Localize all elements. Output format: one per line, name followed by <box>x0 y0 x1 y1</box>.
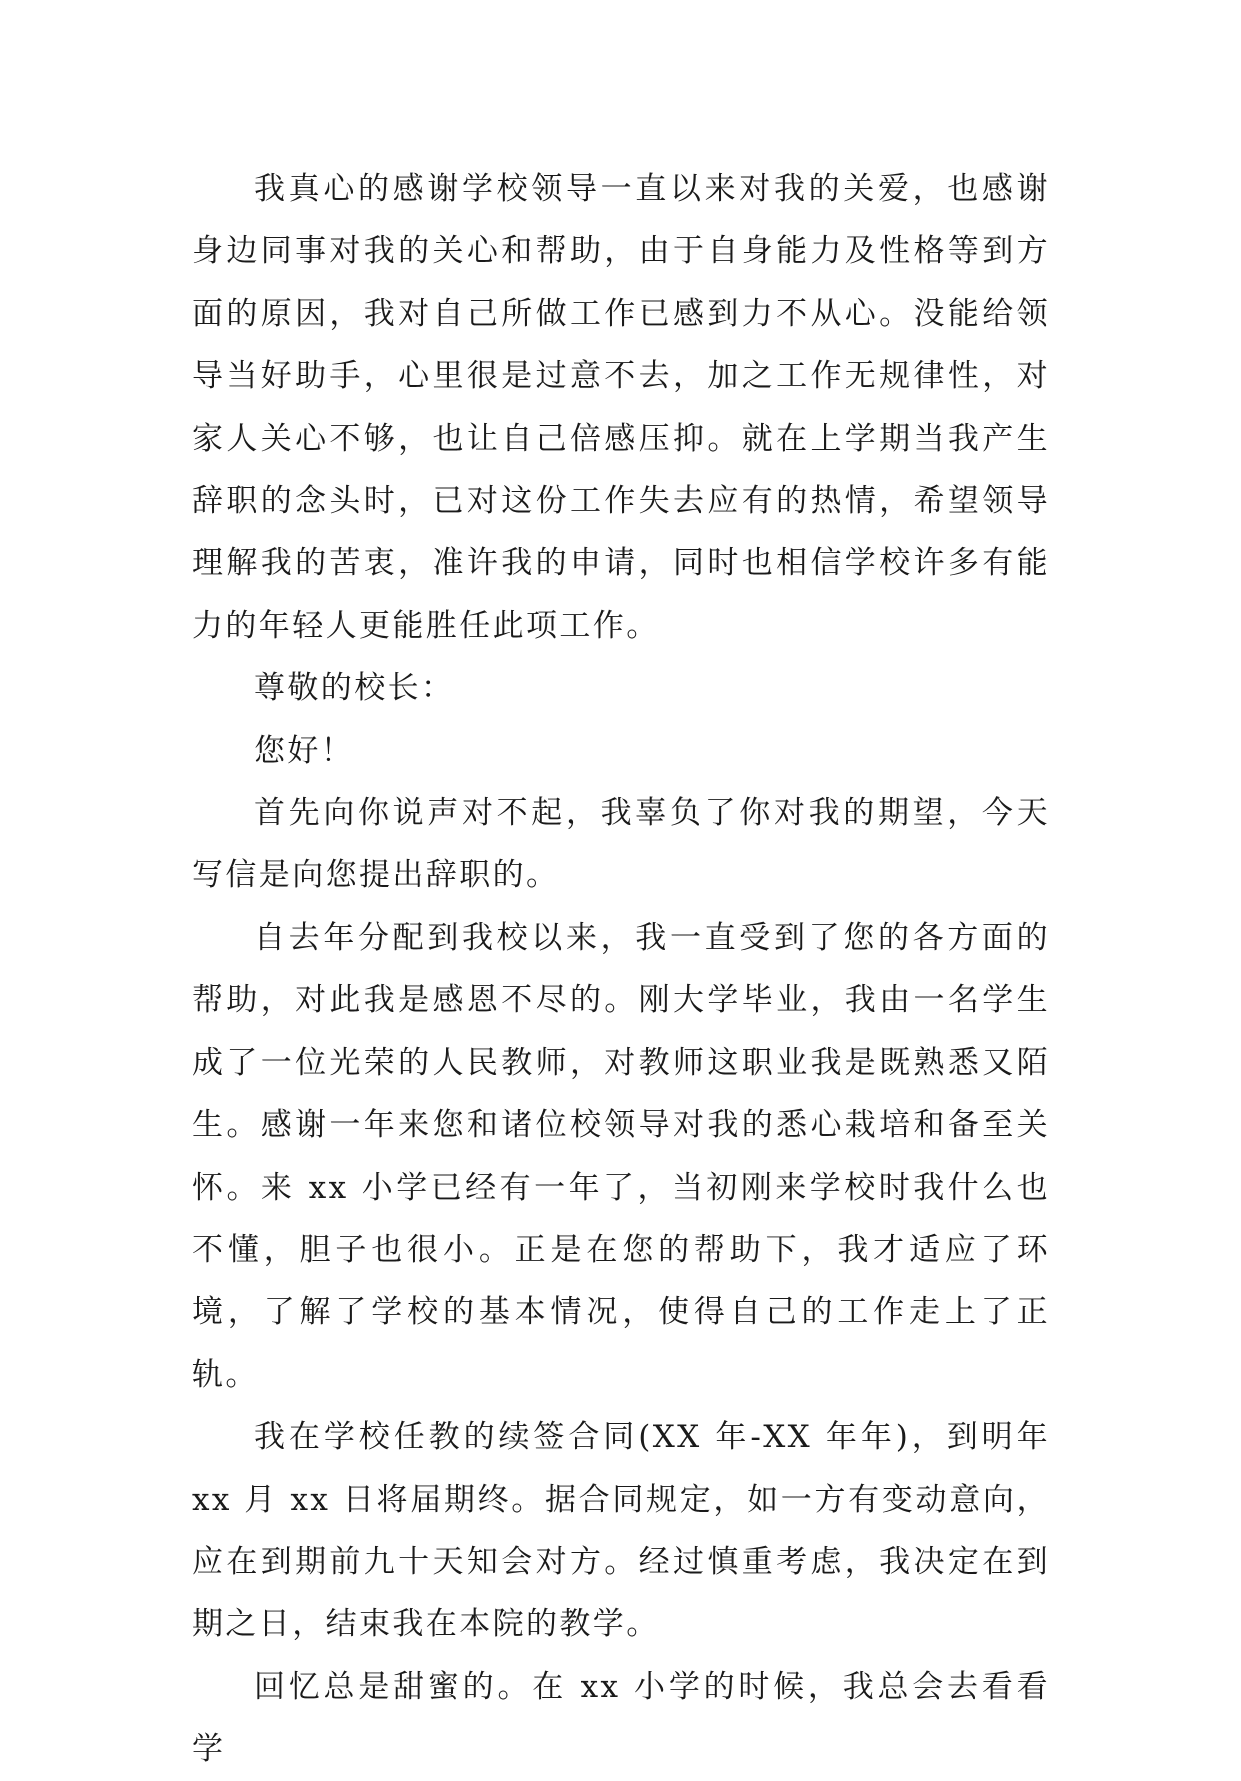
greeting: 您好！ <box>254 732 355 769</box>
document-page <box>192 158 1050 1781</box>
paragraph-experience: 自去年分配到我校以来，我一直受到了您的各方面的帮助，对此我是感恩不尽的。刚大学毕业，我由一名学生成了一位光荣的人民教师，对教师这职业我是既熟悉又陌生。感谢一年来您和诸位校领导对我的悉心栽培和备至关怀。来 xx 小学已经有一年了，当初刚来学校时我什么也不懂，胆子也很小。正是在您的帮助下，我才适应了环境，了解了学校的基本情况，使得自己的工作走上了正轨。 <box>192 919 1050 1393</box>
paragraph-contract: 我在学校任教的续签合同(XX 年-XX 年年)，到明年 xx 月 xx 日将届期终。据合同规定，如一方有变动意向，应在到期前九十天知会对方。经过慎重考虑，我决定在到期之日，结束我在本院的教学。 <box>192 1419 1050 1643</box>
salutation: 尊敬的校长： <box>254 670 455 707</box>
paragraph-apology: 首先向你说声对不起，我辜负了你对我的期望，今天写信是向您提出辞职的。 <box>192 795 1050 894</box>
paragraph-gratitude: 我真心的感谢学校领导一直以来对我的关爱，也感谢身边同事对我的关心和帮助，由于自身能力及性格等到方面的原因，我对自己所做工作已感到力不从心。没能给领导当好助手，心里很是过意不去，加之工作无规律性，对家人关心不够，也让自己倍感压抑。就在上学期当我产生辞职的念头时，已对这份工作失去应有的热情，希望领导理解我的苦衷，准许我的申请，同时也相信学校许多有能力的年轻人更能胜任此项工作。 <box>192 171 1050 644</box>
paragraph-memories: 回忆总是甜蜜的。在 xx 小学的时候，我总会去看看学 <box>192 1668 1050 1768</box>
